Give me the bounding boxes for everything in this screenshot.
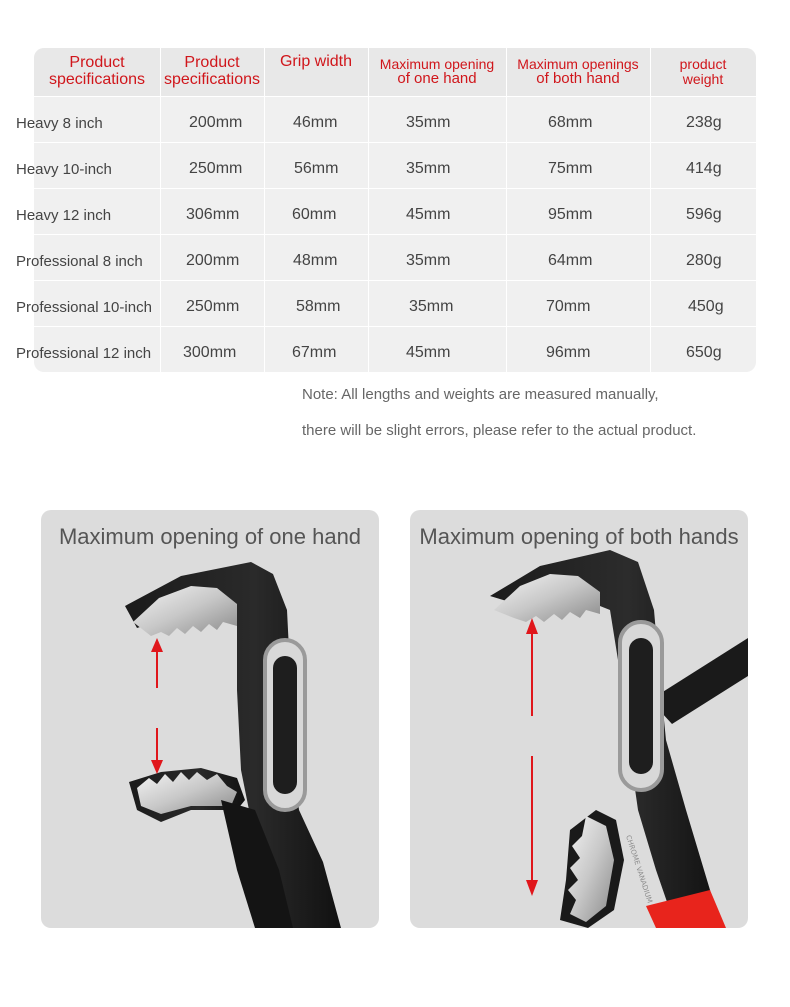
row-one-hand-opening: 35mm: [406, 252, 451, 269]
row-both-hand-opening: 64mm: [548, 252, 593, 269]
panel-one-hand-opening: [41, 510, 379, 928]
row-weight: 414g: [686, 160, 722, 177]
note-line-1: Note: All lengths and weights are measured manually,: [302, 386, 659, 403]
row-weight: 238g: [686, 114, 722, 131]
row-spec-length: 200mm: [189, 114, 243, 131]
panel-title-both-hands: Maximum opening of both hands: [419, 524, 739, 549]
row-weight: 280g: [686, 252, 722, 269]
upper-jaw-teeth: [494, 574, 600, 622]
row-product-name: Professional 12 inch: [16, 344, 152, 362]
pliers-both-hands-illustration: [410, 510, 748, 928]
table-row: [0, 284, 790, 330]
row-one-hand-opening: 45mm: [406, 206, 451, 223]
arrow-up-icon: [151, 638, 163, 652]
row-both-hand-opening: 96mm: [546, 344, 591, 361]
note-line-2: there will be slight errors, please refer to the actual product.: [302, 422, 697, 439]
row-product-name: Heavy 8 inch: [16, 114, 103, 132]
row-spec-length: 200mm: [186, 252, 240, 269]
row-spec-length: 300mm: [183, 344, 237, 361]
row-product-name: Heavy 12 inch: [16, 206, 112, 224]
row-divider: [34, 96, 756, 97]
arrow-down-icon: [151, 760, 163, 774]
panel-title-one-hand: Maximum opening of one hand: [58, 524, 362, 549]
row-spec-length: 250mm: [189, 160, 243, 177]
row-grip-width: 58mm: [296, 298, 341, 315]
table-row: [0, 330, 790, 376]
row-weight: 450g: [688, 298, 724, 315]
slot-inner: [629, 638, 653, 774]
row-weight: 596g: [686, 206, 722, 223]
table-row: [0, 146, 790, 192]
panel-both-hands-opening: [410, 510, 748, 928]
row-product-name: Professional 10-inch: [16, 298, 152, 316]
row-one-hand-opening: 35mm: [406, 160, 451, 177]
row-both-hand-opening: 70mm: [546, 298, 591, 315]
row-grip-width: 56mm: [294, 160, 339, 177]
row-both-hand-opening: 95mm: [548, 206, 593, 223]
row-one-hand-opening: 45mm: [406, 344, 451, 361]
row-grip-width: 46mm: [293, 114, 338, 131]
header-product-spec-1: Product specifications: [48, 54, 146, 88]
row-one-hand-opening: 35mm: [406, 114, 451, 131]
pliers-one-hand-illustration: [41, 510, 379, 928]
header-max-opening-both-hand: Maximum openings of both hand: [517, 55, 639, 88]
row-grip-width: 60mm: [292, 206, 337, 223]
row-grip-width: 48mm: [293, 252, 338, 269]
row-both-hand-opening: 75mm: [548, 160, 593, 177]
slot-inner: [273, 656, 297, 794]
arrow-down-icon: [526, 880, 538, 896]
table-row: [0, 238, 790, 284]
header-product-weight: product weight: [679, 56, 727, 87]
row-product-name: Professional 8 inch: [16, 252, 143, 270]
row-grip-width: 67mm: [292, 344, 337, 361]
header-grip-width: Grip width: [279, 53, 353, 70]
header-max-opening-one-hand: Maximum opening of one hand: [379, 55, 495, 88]
handle-engraving: CHROME VANADIUM: [624, 834, 654, 905]
row-weight: 650g: [686, 344, 722, 361]
row-both-hand-opening: 68mm: [548, 114, 593, 131]
row-product-name: Heavy 10-inch: [16, 160, 112, 178]
header-product-spec-2: Product specifications: [163, 54, 261, 88]
row-spec-length: 250mm: [186, 298, 240, 315]
table-row: [0, 192, 790, 238]
table-row: [0, 100, 790, 146]
row-spec-length: 306mm: [186, 206, 240, 223]
upper-handle: [650, 638, 748, 724]
row-one-hand-opening: 35mm: [409, 298, 454, 315]
